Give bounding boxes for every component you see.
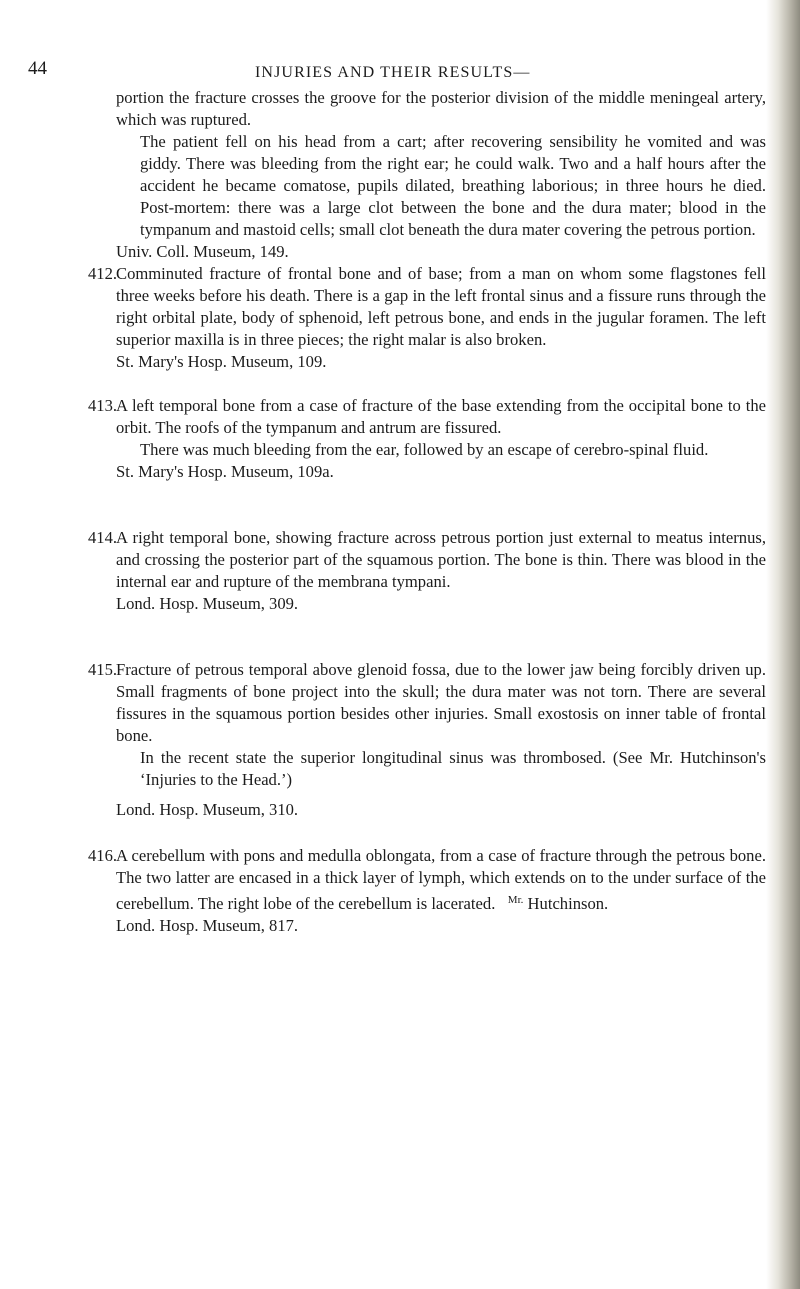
entry-416 bbox=[88, 845, 766, 937]
entry-number: 415. bbox=[88, 660, 118, 679]
entry-text: A cerebellum with pons and medulla oblongata, from a case of fracture through the petrous bone. The two latter are encased in a thick layer of lymph, which extends on to the under surface of the cerebellum. The right lobe of the cerebellum is lacerated. bbox=[116, 846, 766, 913]
entry-415 bbox=[88, 659, 766, 821]
entry-number: 413. bbox=[88, 396, 118, 415]
continuation-block bbox=[116, 87, 766, 263]
entry-museum: Lond. Hosp. Museum, 309. bbox=[116, 594, 299, 613]
entry-text: A right temporal bone, showing fracture across petrous portion just external to meatus internus, and crossing the posterior part of the squamous portion. The bone is thin. There was blood in the internal ear and rupture of the membrana tympani. bbox=[116, 528, 766, 591]
entry-413 bbox=[88, 395, 766, 483]
entry-number: 412. bbox=[88, 264, 118, 283]
continuation-case-note: The patient fell on his head from a cart; after recovering sensibility he vomited and was giddy. There was bleeding from the right ear; he could walk. Two and a half hours after the accident he became comatose, pupils dilated, breathing laborious; in three hours he died. Post-mortem: there was a large clot between the bone and the dura mater; blood in the tympanum and mastoid cells; small clot beneath the dura mater covering the petrous portion. bbox=[140, 132, 766, 239]
attribution-prefix: Mr. bbox=[507, 894, 524, 906]
entry-text: Comminuted fracture of frontal bone and of base; from a man on whom some flagstones fell three weeks before his death. There is a gap in the left frontal sinus and a fissure runs through the right orbital plate, body of sphenoid, left petrous bone, and ends in the jugular foramen. The left superior maxilla is in three pieces; the right malar is also broken. bbox=[116, 264, 766, 349]
entry-museum: St. Mary's Hosp. Museum, 109a. bbox=[116, 462, 334, 481]
continuation-museum: Univ. Coll. Museum, 149. bbox=[116, 242, 289, 261]
entry-number: 414. bbox=[88, 528, 118, 547]
continuation-text: portion the fracture crosses the groove for the posterior division of the middle meningeal artery, which was ruptured. bbox=[116, 88, 766, 129]
entry-412 bbox=[88, 263, 766, 373]
entry-museum: St. Mary's Hosp. Museum, 109. bbox=[116, 352, 327, 371]
page-number: 44 bbox=[28, 58, 47, 79]
running-head: INJURIES AND THEIR RESULTS— bbox=[255, 64, 531, 81]
entry-museum: Lond. Hosp. Museum, 310. bbox=[116, 800, 299, 819]
attribution-name: Hutchinson. bbox=[527, 894, 609, 913]
entry-note: In the recent state the superior longitudinal sinus was thrombosed. (See Mr. Hutchinson's ‘Injuries to the Head.’) bbox=[140, 748, 766, 789]
entry-museum: Lond. Hosp. Museum, 817. bbox=[116, 916, 299, 935]
page-edge-shadow bbox=[766, 0, 800, 1289]
entry-number: 416. bbox=[88, 846, 118, 865]
entry-text-with-attribution bbox=[116, 845, 766, 915]
entry-note: There was much bleeding from the ear, followed by an escape of cerebro-spinal fluid. bbox=[140, 440, 709, 459]
entry-414 bbox=[88, 527, 766, 615]
entry-text: A left temporal bone from a case of fracture of the base extending from the occipital bone to the orbit. The roofs of the tympanum and antrum are fissured. bbox=[116, 396, 766, 437]
entry-text: Fracture of petrous temporal above glenoid fossa, due to the lower jaw being forcibly driven up. Small fragments of bone project into the skull; the dura mater was not torn. There are several fissures in the squamous portion besides other injuries. Small exostosis on inner table of frontal bone. bbox=[116, 660, 766, 745]
